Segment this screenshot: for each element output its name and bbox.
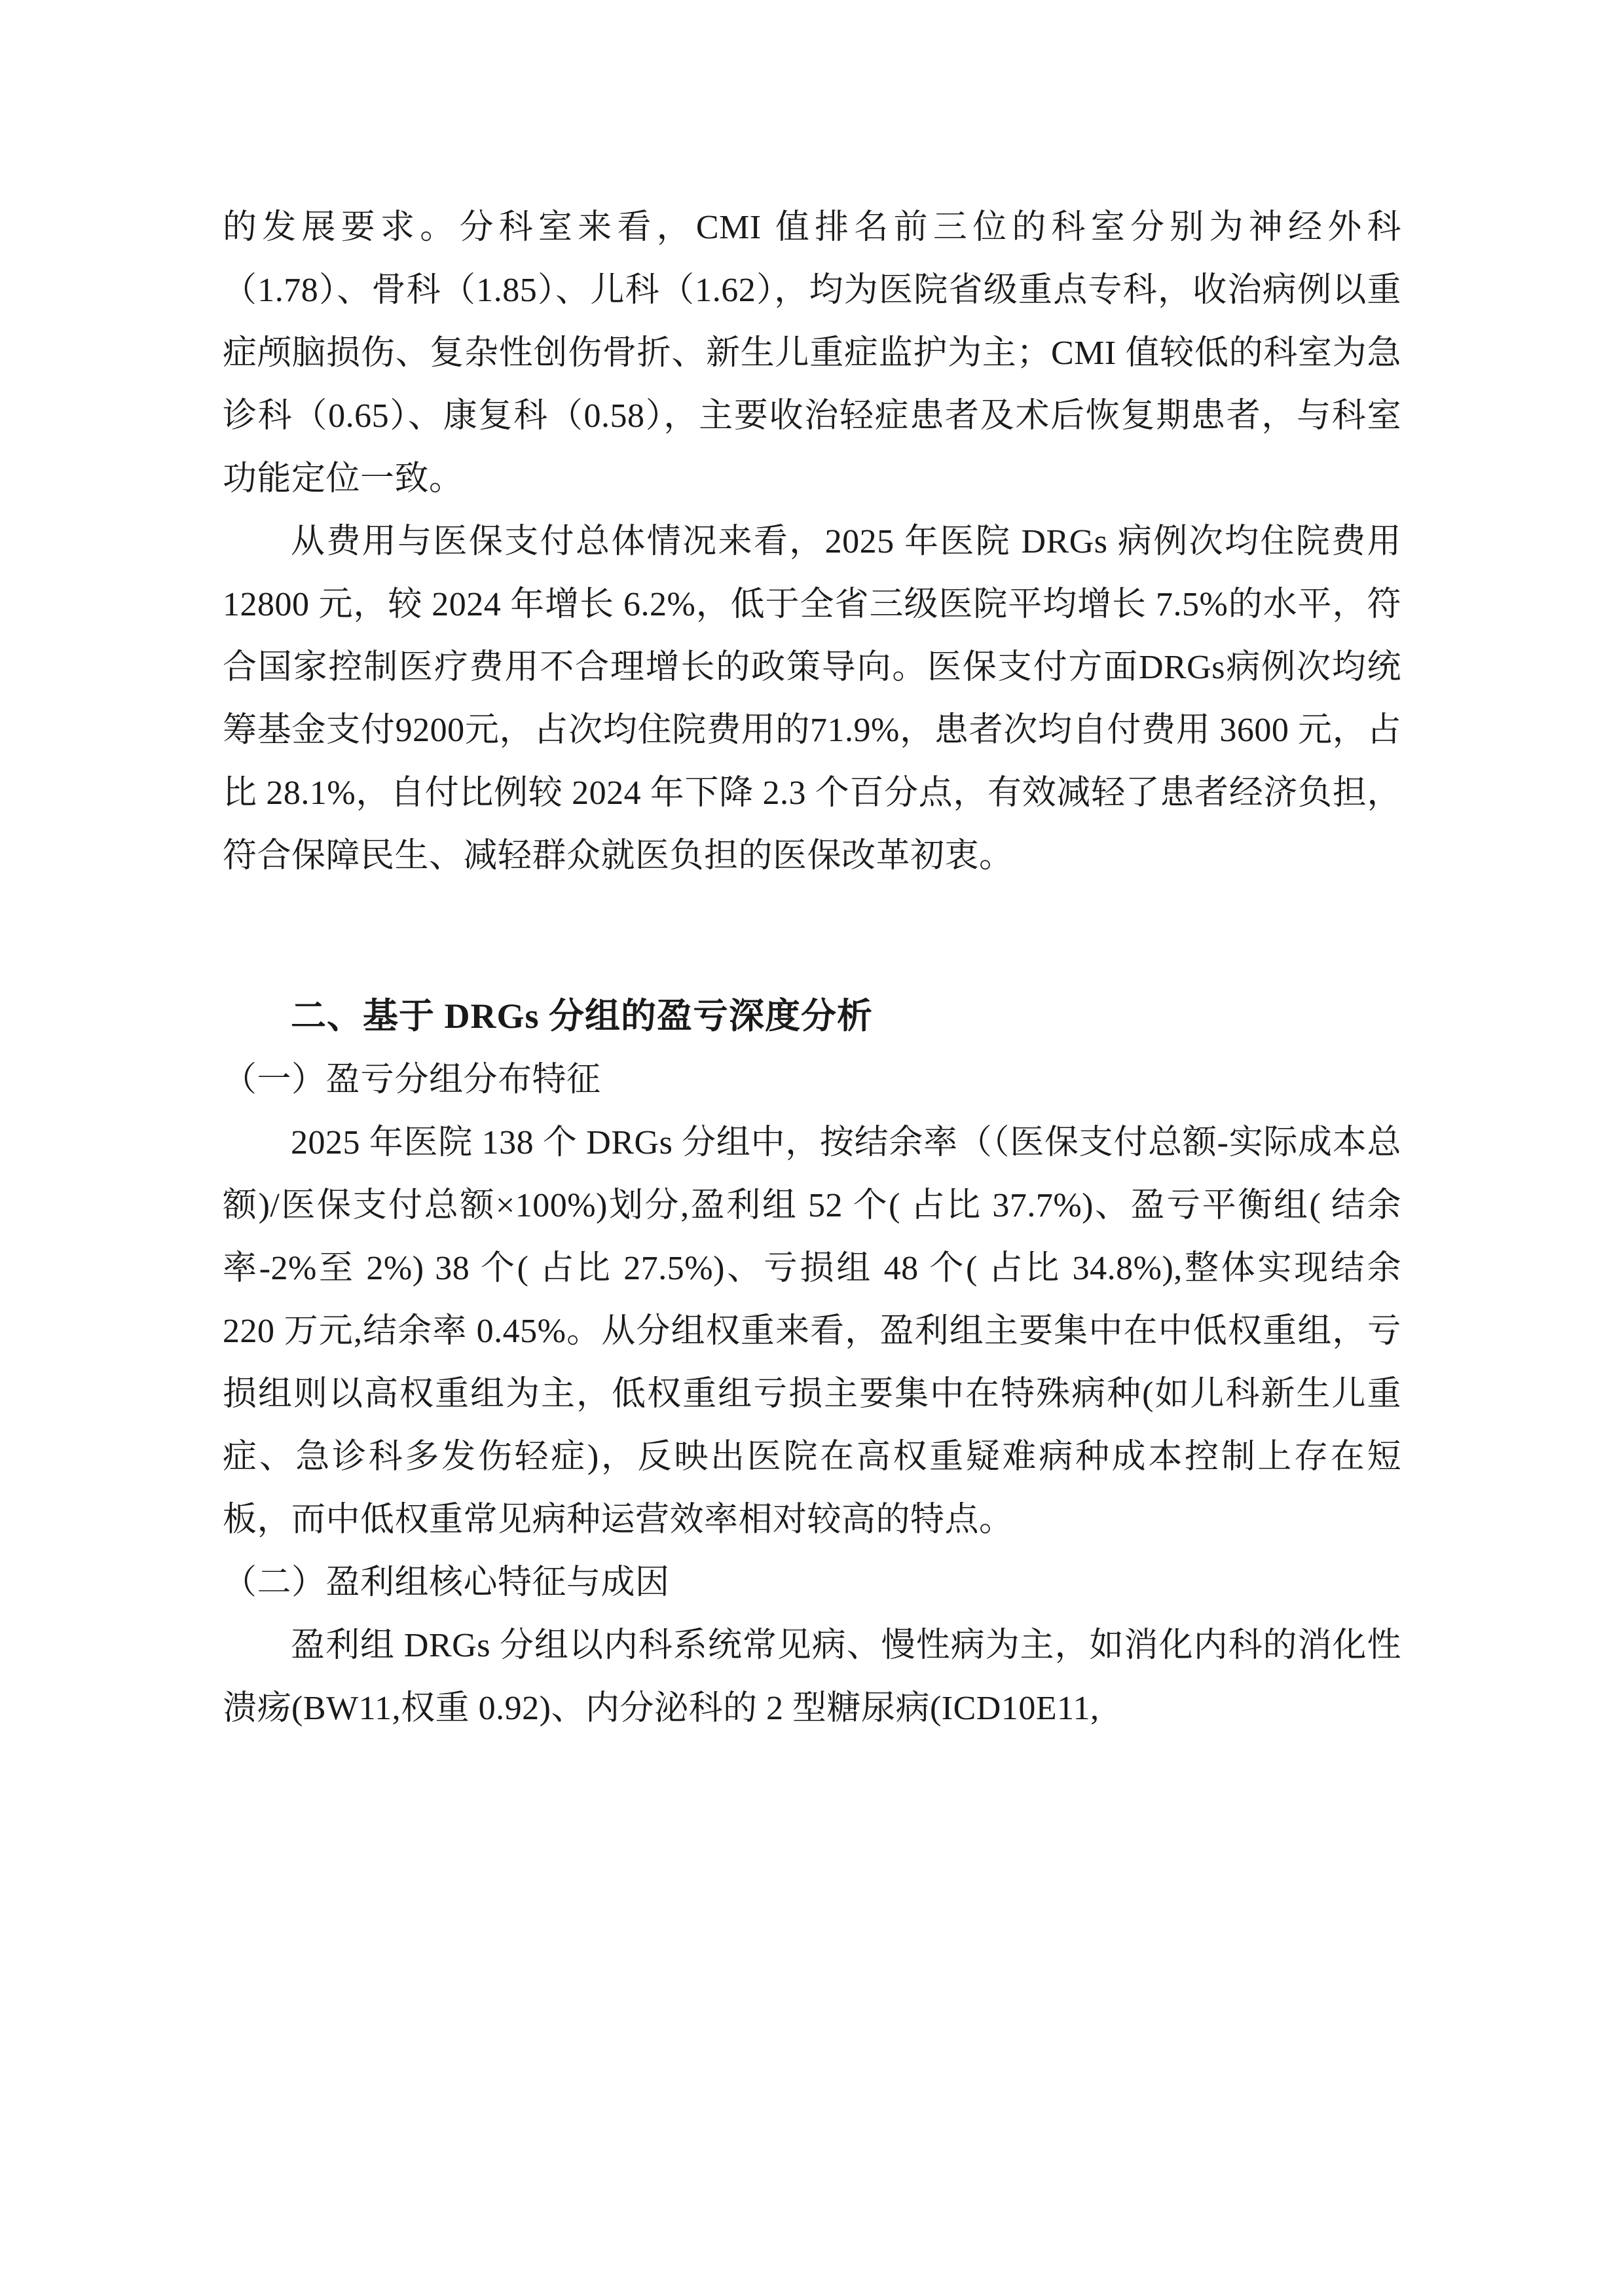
section-spacer [223,888,1401,927]
subheading-profit-group-features: （二）盈利组核心特征与成因 [223,1564,670,1601]
section-heading-2: 二、基于 DRGs 分组的盈亏深度分析 [291,996,874,1036]
paragraph-profit-group-features-body: 盈利组 DRGs 分组以内科系统常见病、慢性病为主，如消化内科的消化性溃疡(BW11,权重 0.92)、内分泌科的 2 型糖尿病(ICD10E11, [223,1627,1401,1727]
subheading-profit-loss-distribution: （一）盈亏分组分布特征 [223,1061,601,1099]
paragraph-profit-loss-distribution-body: 2025 年医院 138 个 DRGs 分组中，按结余率（（医保支付总额-实际成本总额)/医保支付总额×100%)划分,盈利组 52 个( 占比 37.7%)、盈亏平衡组( 结余率-2%至 2%) 38 个( 占比 27.5%)、亏损组 48 个( 占比 34.8%),整体实现结余 220 万元,结余率 0.45%。从分组权重来看，盈利组主要集中在中低权重组，亏损组则以高权重组为主，低权重组亏损主要集中在特殊病种(如儿科新生儿重症、急诊科多发伤轻症)，反映出医院在高权重疑难病种成本控制上存在短板，而中低权重常见病种运营效率相对较高的特点。 [223,1124,1401,1539]
paragraph-cost-insurance: 从费用与医保支付总体情况来看，2025 年医院 DRGs 病例次均住院费用 12800 元，较 2024 年增长 6.2%，低于全省三级医院平均增长 7.5%的水平，符合国家控制医疗费用不合理增长的政策导向。医保支付方面DRGs病例次均统筹基金支付9200元，占次均住院费用的71.9%，患者次均自付费用 3600 元，占比 28.1%，自付比例较 2024 年下降 2.3 个百分点，有效减轻了患者经济负担，符合保障民生、减轻群众就医负担的医保改革初衷。 [223,523,1401,875]
document-body [223,196,1401,1740]
paragraph-cmi-department: 的发展要求。分科室来看，CMI 值排名前三位的科室分别为神经外科（1.78）、骨科（1.85）、儿科（1.62），均为医院省级重点专科，收治病例以重症颅脑损伤、复杂性创伤骨折、新生儿重症监护为主；CMI 值较低的科室为急诊科（0.65）、康复科（0.58），主要收治轻症患者及术后恢复期患者，与科室功能定位一致。 [223,209,1401,498]
